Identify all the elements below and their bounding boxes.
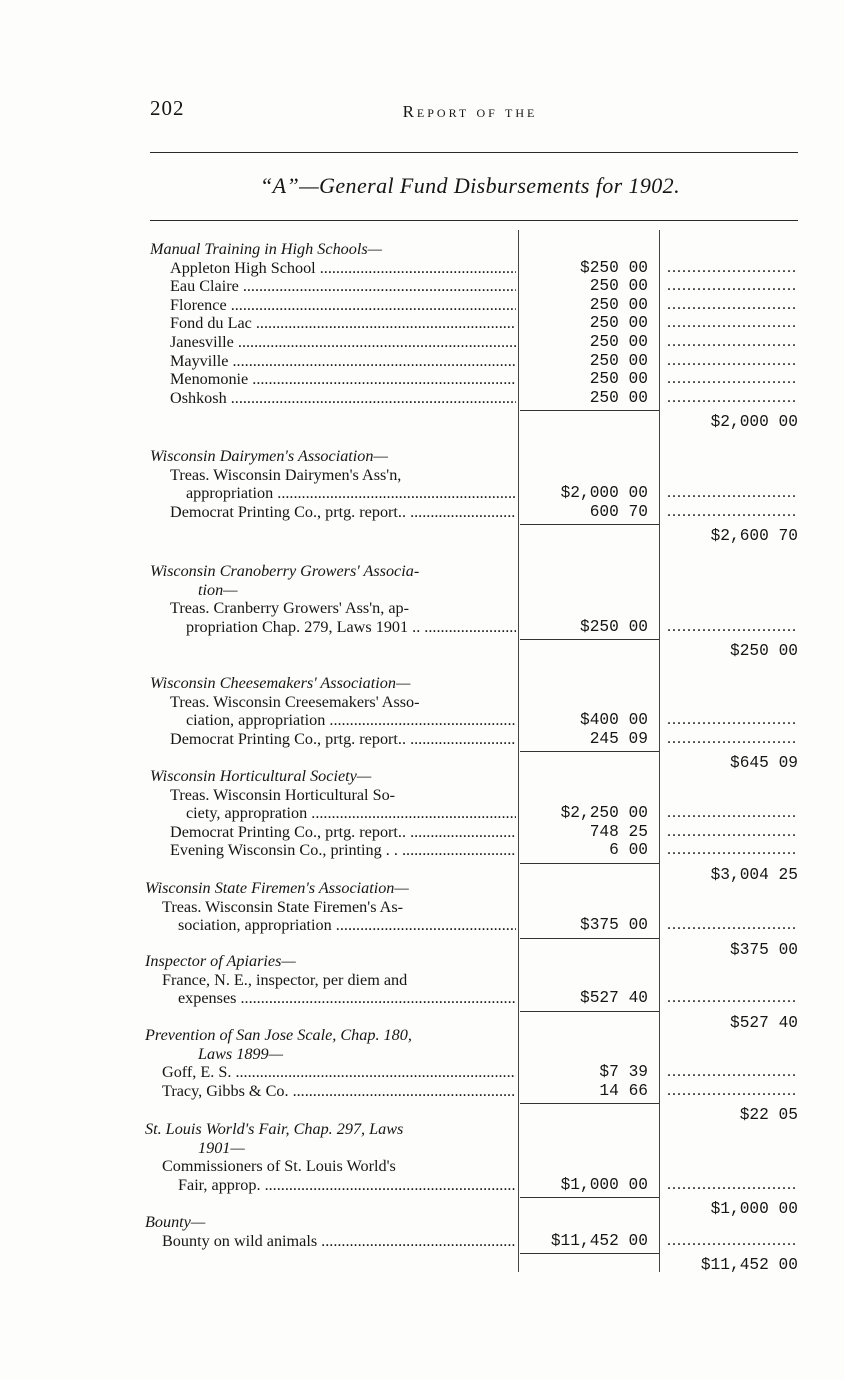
entry-text: Mayville ..... xyxy=(170,352,516,370)
entry-description xyxy=(170,277,516,295)
entry-continued-text: propriation Chap. 279, Laws 1901 .. ..... xyxy=(186,618,516,636)
entry-description xyxy=(162,1232,516,1250)
entry-description: Treas. Wisconsin Horticultural So- xyxy=(170,785,396,804)
amount-leader-dots xyxy=(662,352,798,370)
entry-description xyxy=(170,823,516,841)
entry-description: France, N. E., inspector, per diem and xyxy=(162,970,408,989)
section-heading-continued: tion— xyxy=(198,580,238,599)
entry-text: Bounty on wild animals ..... xyxy=(162,1232,516,1250)
section-heading: Inspector of Apiaries— xyxy=(145,952,296,970)
entry-description xyxy=(170,503,516,521)
entry-description-continued xyxy=(186,484,516,502)
subtotal-rule xyxy=(520,863,659,864)
entry-description: Commissioners of St. Louis World's xyxy=(162,1157,396,1176)
amount-leader-dots xyxy=(662,823,798,841)
entry-description-continued xyxy=(186,618,516,636)
entry-description xyxy=(170,730,516,748)
entry-continued-text: sociation, appropriation ..... xyxy=(178,916,516,934)
section-total: $527 40 xyxy=(730,1013,798,1032)
entry-amount: $7 39 xyxy=(599,1063,648,1082)
entry-text: Evening Wisconsin Co., printing . . ..... xyxy=(170,841,516,859)
section-heading-continued: Laws 1899— xyxy=(198,1044,284,1063)
entry-continued-text: ciation, appropriation ..... xyxy=(186,711,516,729)
entry-amount: $250 00 xyxy=(580,258,648,277)
entry-text: Democrat Printing Co., prtg. report.. ..... xyxy=(170,503,516,521)
entry-continued-text: Fair, approp. ..... xyxy=(178,1176,516,1194)
amount-leader-dots xyxy=(662,1063,798,1081)
amount-leader-dots xyxy=(662,1176,798,1194)
section-total: $2,600 70 xyxy=(710,527,798,546)
running-head: Report of the xyxy=(402,102,538,121)
entry-continued-text: expenses ..... xyxy=(178,989,516,1007)
subtotal-rule xyxy=(520,410,659,411)
entry-text: Appleton High School ..... xyxy=(170,259,516,277)
amount-leader-dots xyxy=(662,314,798,332)
entry-amount: 250 00 xyxy=(589,351,648,370)
amount-leader-dots xyxy=(662,333,798,351)
amount-leader-dots xyxy=(662,259,798,277)
entry-text: Eau Claire ..... xyxy=(170,277,516,295)
section-heading: Prevention of San Jose Scale, Chap. 180, xyxy=(145,1026,412,1044)
section-total: $375 00 xyxy=(730,940,798,959)
section-heading: Wisconsin State Firemen's Association— xyxy=(145,879,409,897)
entry-amount: 14 66 xyxy=(599,1081,648,1100)
entry-continued-text: ciety, appropration ..... xyxy=(186,804,516,822)
entry-amount: $400 00 xyxy=(580,711,648,730)
entry-description: Treas. Cranberry Growers' Ass'n, ap- xyxy=(170,599,410,618)
amount-leader-dots xyxy=(662,989,798,1007)
section-total: $250 00 xyxy=(730,642,798,661)
section-heading: Manual Training in High Schools— xyxy=(150,240,383,258)
subtotal-rule xyxy=(520,524,659,525)
entry-description-continued xyxy=(178,916,516,934)
entry-description-continued xyxy=(186,711,516,729)
entry-amount: 250 00 xyxy=(589,370,648,389)
entry-text: Menomonie ..... xyxy=(170,370,516,388)
entry-amount: 748 25 xyxy=(589,822,648,841)
entry-description xyxy=(170,352,516,370)
entry-amount: $11,452 00 xyxy=(550,1231,648,1250)
entry-description-continued xyxy=(186,804,516,822)
entry-amount: 250 00 xyxy=(589,277,648,296)
section-total: $1,000 00 xyxy=(710,1200,798,1219)
entry-text: Fond du Lac ..... xyxy=(170,314,516,332)
amount-leader-dots xyxy=(662,389,798,407)
entry-continued-text: appropriation ..... xyxy=(186,484,516,502)
amount-leader-dots xyxy=(662,618,798,636)
section-heading: Bounty— xyxy=(145,1213,206,1231)
entry-description-continued xyxy=(178,1176,516,1194)
entry-description-continued xyxy=(178,989,516,1007)
entry-amount: $2,000 00 xyxy=(560,484,648,503)
section-total: $645 09 xyxy=(730,754,798,773)
entry-text: Oshkosh ..... xyxy=(170,389,516,407)
amount-leader-dots xyxy=(662,296,798,314)
entry-text: Democrat Printing Co., prtg. report.. ..... xyxy=(170,730,516,748)
amount-leader-dots xyxy=(662,370,798,388)
amount-leader-dots xyxy=(662,804,798,822)
entry-amount: 250 00 xyxy=(589,295,648,314)
entry-description: Treas. Wisconsin Creesemakers' Asso- xyxy=(170,692,420,711)
entry-description xyxy=(162,1063,516,1081)
amount-leader-dots xyxy=(662,711,798,729)
section-heading: St. Louis World's Fair, Chap. 297, Laws xyxy=(145,1120,404,1138)
entry-description: Treas. Wisconsin State Firemen's As- xyxy=(162,897,404,916)
subtotal-rule xyxy=(520,1253,659,1254)
entry-description xyxy=(170,841,516,859)
subtotal-rule xyxy=(520,639,659,640)
entry-description xyxy=(170,296,516,314)
entry-amount: $1,000 00 xyxy=(560,1175,648,1194)
entry-description xyxy=(170,370,516,388)
amount-leader-dots xyxy=(662,1232,798,1250)
entry-description xyxy=(170,389,516,407)
section-heading: Wisconsin Dairymen's Association— xyxy=(150,447,388,465)
entry-text: Democrat Printing Co., prtg. report.. ..... xyxy=(170,823,516,841)
entry-amount: 250 00 xyxy=(589,333,648,351)
amount-leader-dots xyxy=(662,277,798,295)
entry-amount: $250 00 xyxy=(580,617,648,636)
entry-amount: 6 00 xyxy=(609,841,648,860)
entry-amount: $375 00 xyxy=(580,916,648,935)
entry-description xyxy=(170,314,516,332)
amount-leader-dots xyxy=(662,916,798,934)
amount-leader-dots xyxy=(662,503,798,521)
entry-text: Janesville ..... xyxy=(170,333,516,351)
entry-amount: 245 09 xyxy=(589,729,648,748)
page-number: 202 xyxy=(150,96,185,120)
entry-text: Tracy, Gibbs & Co. ..... xyxy=(162,1082,516,1100)
section-total: $22 05 xyxy=(739,1106,798,1125)
entry-description xyxy=(170,333,516,351)
subtotal-rule xyxy=(520,1011,659,1012)
amount-leader-dots xyxy=(662,841,798,859)
section-total: $11,452 00 xyxy=(700,1256,798,1275)
subtotal-rule xyxy=(520,1197,659,1198)
subtotal-rule xyxy=(520,1103,659,1104)
subtotal-rule xyxy=(520,938,659,939)
entry-amount: 250 00 xyxy=(589,388,648,407)
table-title: “A”—General Fund Disbursements for 1902. xyxy=(260,173,680,198)
entry-text: Florence ..... xyxy=(170,296,516,314)
entry-amount: 600 70 xyxy=(589,502,648,521)
entry-amount: 250 00 xyxy=(589,314,648,333)
entry-amount: $2,250 00 xyxy=(560,804,648,823)
amount-leader-dots xyxy=(662,484,798,502)
section-heading: Wisconsin Horticultural Society— xyxy=(150,767,372,785)
amount-leader-dots xyxy=(662,730,798,748)
subtotal-rule xyxy=(520,751,659,752)
entry-amount: $527 40 xyxy=(580,989,648,1008)
section-heading-continued: 1901— xyxy=(198,1138,245,1157)
amount-leader-dots xyxy=(662,1082,798,1100)
entry-description: Treas. Wisconsin Dairymen's Ass'n, xyxy=(170,465,402,484)
section-heading: Wisconsin Cranoberry Growers' Associa- xyxy=(150,562,420,580)
entry-description xyxy=(170,259,516,277)
entry-description xyxy=(162,1082,516,1100)
section-total: $3,004 25 xyxy=(710,866,798,884)
section-total: $2,000 00 xyxy=(710,413,798,432)
entry-text: Goff, E. S. ..... xyxy=(162,1063,516,1081)
section-heading: Wisconsin Cheesemakers' Association— xyxy=(150,674,411,692)
